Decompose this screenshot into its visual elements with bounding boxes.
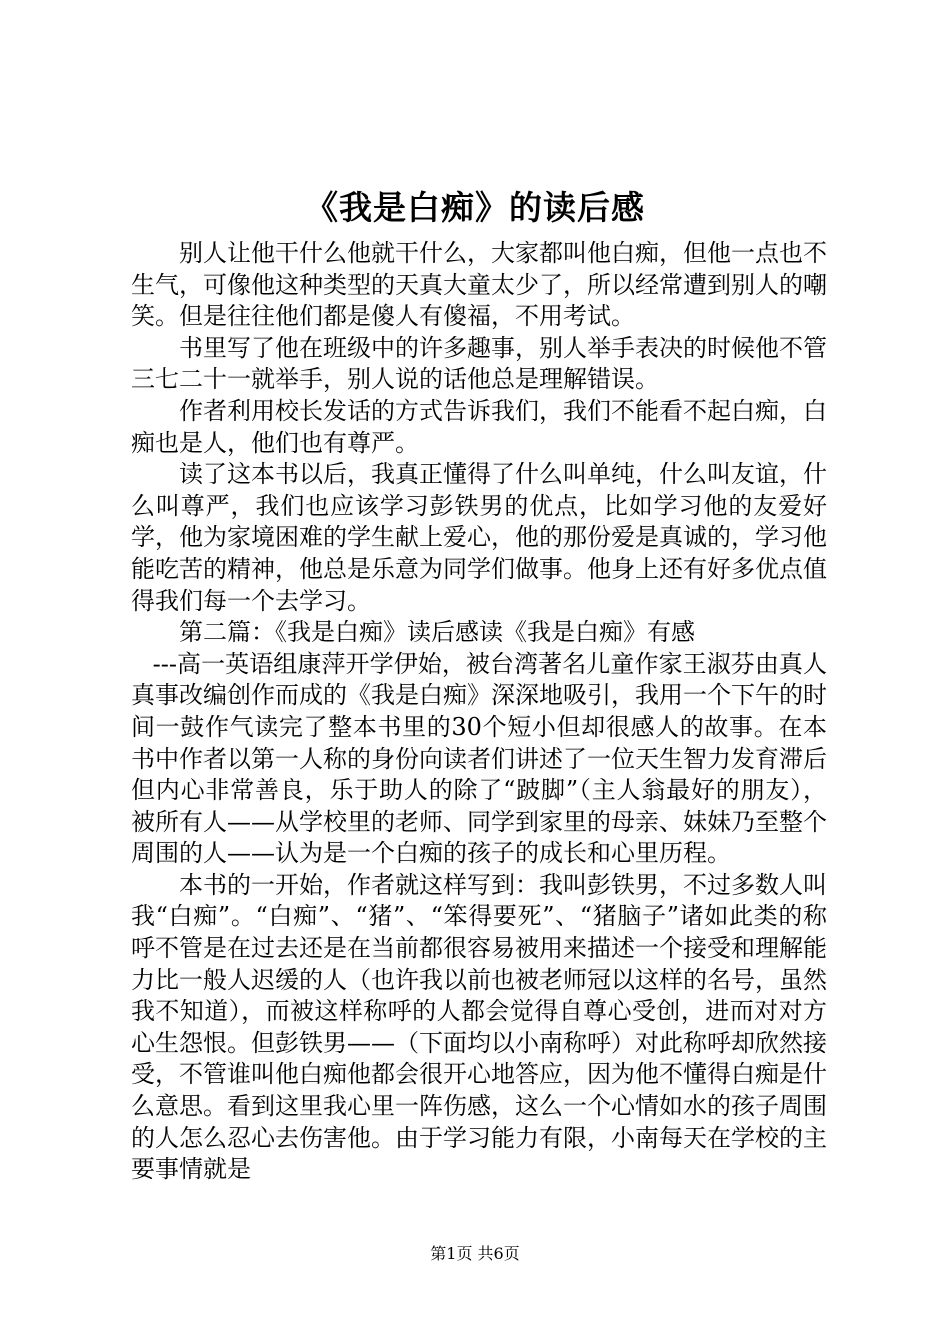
- paragraph-1: 别人让他干什么他就干什么，大家都叫他白痴，但他一点也不生气，可像他这种类型的天真大童太少了，所以经常遭到别人的嘲笑。但是往往他们都是傻人有傻福，不用考试。: [131, 239, 827, 331]
- section-heading: 第二篇：《我是白痴》读后感读《我是白痴》有感: [179, 618, 695, 647]
- document-body: [131, 238, 827, 1186]
- paragraph-2: 书里写了他在班级中的许多趣事，别人举手表决的时候他不管三七二十一就举手，别人说的话他总是理解错误。: [131, 333, 827, 394]
- paragraph-6: 本书的一开始，作者就这样写到：我叫彭铁男，不过多数人叫我“白痴”。“白痴”、“猪”、“笨得要死”、“猪脑子”诸如此类的称呼不管是在过去还是在当前都很容易被用来描述一个接受和理解能力比一般人迟缓的人（也许我以前也被老师冠以这样的名号，虽然我不知道），而被这样称呼的人都会觉得自尊心受创，进而对对方心生怨恨。但彭铁男——（下面均以小南称呼）对此称呼却欣然接受，不管谁叫他白痴他都会很开心地答应，因为他不懂得白痴是什么意思。看到这里我心里一阵伤感，这么一个心情如水的孩子周围的人怎么忍心去伤害他。由于学习能力有限，小南每天在学校的主要事情就是: [131, 870, 827, 1184]
- paragraph-4: 读了这本书以后，我真正懂得了什么叫单纯，什么叫友谊，什么叫尊严，我们也应该学习彭铁男的优点，比如学习他的友爱好学，他为家境困难的学生献上爱心，他的那份爱是真诚的，学习他能吃苦的精神，他总是乐意为同学们做事。他身上还有好多优点值得我们每一个去学习。: [131, 460, 827, 615]
- document-title: 《我是白痴》的读后感: [305, 188, 645, 227]
- page-footer: 第1页 共6页: [430, 1244, 520, 1263]
- paragraph-5: ---高一英语组康萍开学伊始，被台湾著名儿童作家王淑芬由真人真事改编创作而成的《我是白痴》深深地吸引，我用一个下午的时间一鼓作气读完了整本书里的30个短小但却很感人的故事。在本书中作者以第一人称的身份向读者们讲述了一位天生智力发育滞后但内心非常善良，乐于助人的除了“跛脚”（主人翁最好的朋友），被所有人——从学校里的老师、同学到家里的母亲、妹妹乃至整个周围的人——认为是一个白痴的孩子的成长和心里历程。: [131, 649, 827, 868]
- paragraph-3: 作者利用校长发话的方式告诉我们，我们不能看不起白痴，白痴也是人，他们也有尊严。: [131, 396, 827, 457]
